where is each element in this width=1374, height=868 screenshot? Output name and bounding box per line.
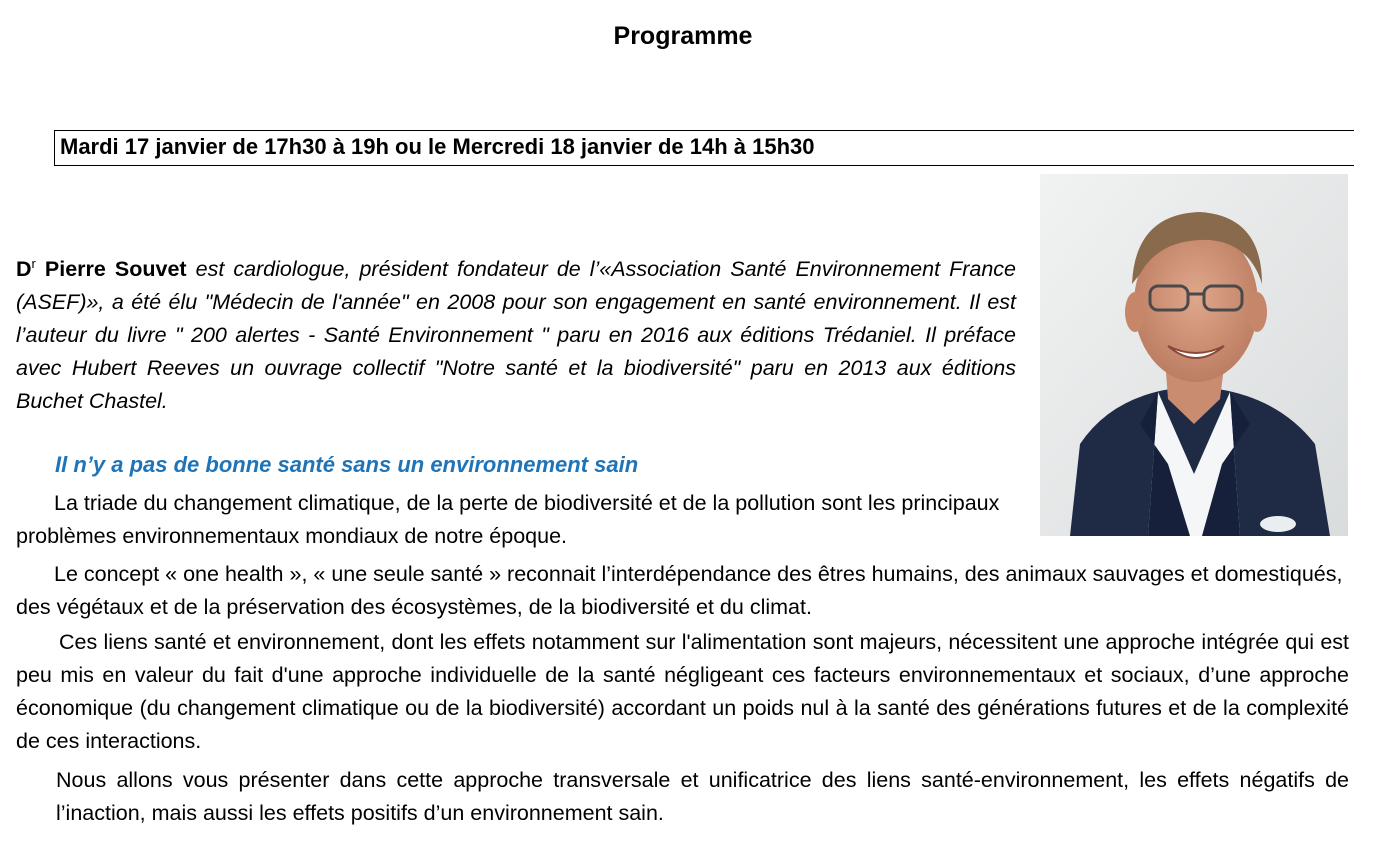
paragraph-4: Nous allons vous présenter dans cette approche transversale et unificatrice des liens santé-environnement, les effets négatifs de l’inaction, mais aussi les effets positifs d’un environnement sain.	[56, 768, 1349, 825]
speaker-photo	[1040, 174, 1348, 536]
speaker-bio-text: est cardiologue, président fondateur de l’«Association Santé Environnement France (ASEF)», a été élu "Médecin de l'année" en 2008 pour son engagement en santé environnement. Il est l’auteur du livre " 200 alertes - Santé Environnement " paru en 2016 aux éditions Trédaniel. Il préface avec Hubert Reeves un ouvrage collectif "Notre santé et la biodiversité" paru en 2013 aux éditions Buchet Chastel.	[16, 257, 1016, 413]
paragraph-2: Le concept « one health », « une seule santé » reconnait l’interdépendance des êtres humains, des animaux sauvages et domestiqués, des végétaux et de la préservation des écosystèmes, de la biodiversité et du climat.	[16, 562, 1343, 619]
paragraph-3: Ces liens santé et environnement, dont les effets notamment sur l'alimentation sont majeurs, nécessitent une approche intégrée qui est peu mis en valeur du fait d'une approche individuelle de la santé négligeant ces facteurs environnementaux et sociaux, d’une approche économique (du changement climatique ou de la biodiversité) accordant un poids nul à la santé des générations futures et de la complexité de ces interactions.	[16, 630, 1349, 753]
speaker-bio	[16, 253, 1016, 418]
speaker-title-sup: r	[31, 256, 36, 271]
page-title: Programme	[613, 22, 753, 50]
date-banner: Mardi 17 janvier de 17h30 à 19h ou le Mercredi 18 janvier de 14h à 15h30	[54, 130, 1354, 166]
speaker-name: Pierre Souvet	[44, 257, 187, 281]
speaker-portrait-image	[1040, 174, 1348, 536]
speaker-title-prefix: D	[16, 257, 32, 281]
section-heading: Il n’y a pas de bonne santé sans un environnement sain	[55, 452, 639, 477]
paragraph-1: La triade du changement climatique, de la perte de biodiversité et de la pollution sont les principaux problèmes environnementaux mondiaux de notre époque.	[16, 491, 1000, 548]
